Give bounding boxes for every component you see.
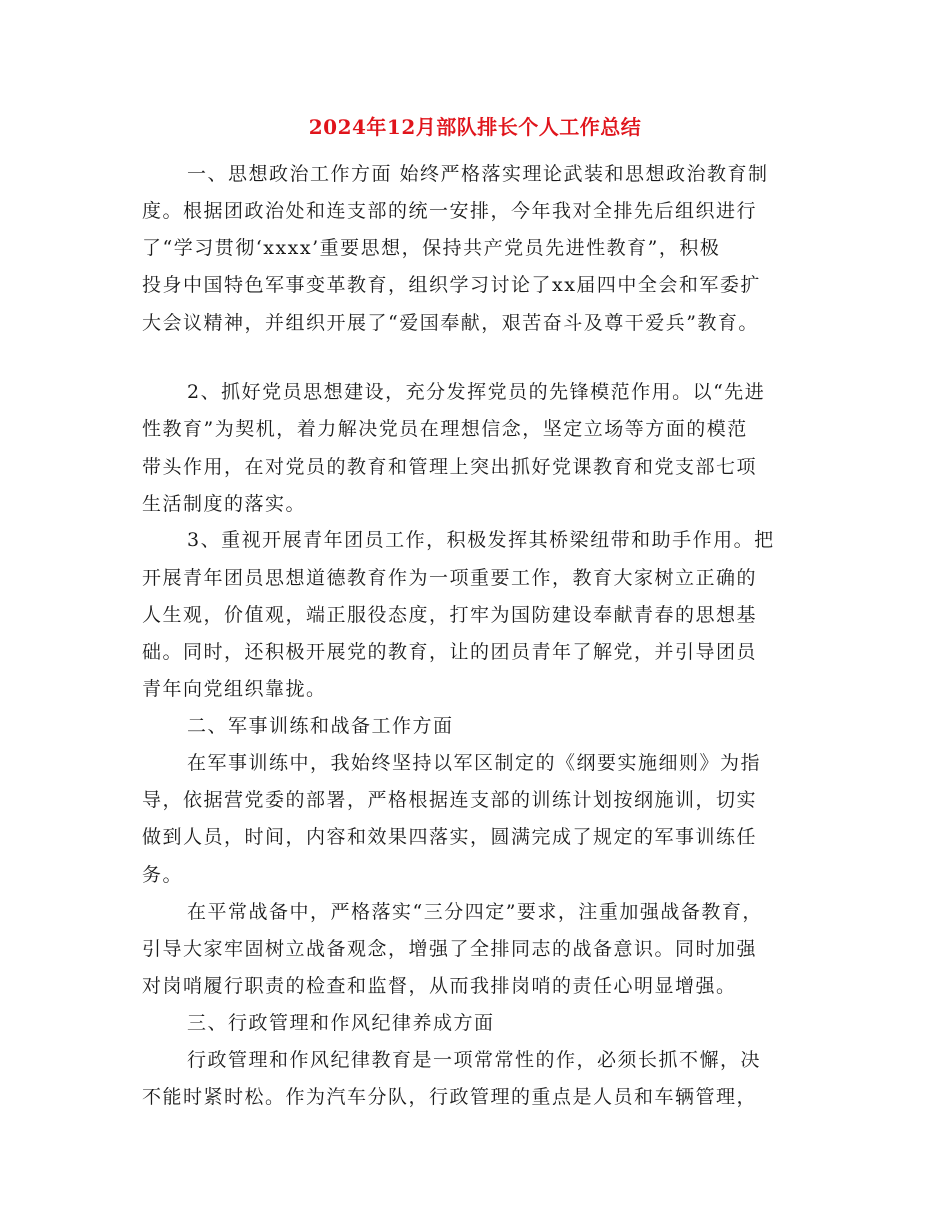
paragraph-line: 础。同时，还积极开展党的教育，让的团员青年了解党，并引导团员 xyxy=(142,641,758,663)
paragraph-line: 导，依据营党委的部署，严格根据连支部的训练计划按纲施训，切实 xyxy=(142,789,758,811)
paragraph-line: 3、重视开展青年团员工作，积极发挥其桥梁纽带和助手作用。把 xyxy=(187,529,775,551)
paragraph-line: 带头作用，在对党员的教育和管理上突出抓好党课教育和党支部七项 xyxy=(142,456,758,478)
paragraph-line: 人生观，价值观，端正服役态度，打牢为国防建设奉献青春的思想基 xyxy=(142,604,758,626)
paragraph-line: 做到人员，时间，内容和效果四落实，圆满完成了规定的军事训练任 xyxy=(142,826,758,848)
paragraph-line: 开展青年团员思想道德教育作为一项重要工作，教育大家树立正确的 xyxy=(142,567,758,589)
paragraph-line: 度。根据团政治处和连支部的统一安排，今年我对全排先后组织进行 xyxy=(142,200,758,222)
paragraph-line: 在军事训练中，我始终坚持以军区制定的《纲要实施细则》为指 xyxy=(187,752,762,774)
paragraph-line: 青年向党组织靠拢。 xyxy=(142,678,327,700)
paragraph-line: 行政管理和作风纪律教育是一项常常性的作，必须长抓不懈，决 xyxy=(187,1049,762,1071)
paragraph-line: 务。 xyxy=(142,864,184,886)
paragraph-line: 大会议精神，并组织开展了“爱国奉献，艰苦奋斗及尊干爱兵”教育。 xyxy=(142,312,759,334)
paragraph-line: 2、抓好党员思想建设，充分发挥党员的先锋模范作用。以“先进 xyxy=(187,381,766,403)
paragraph-line: 了“学习贯彻‘xxxx’重要思想，保持共产党员先进性教育”，积极 xyxy=(142,237,721,259)
paragraph-line: 在平常战备中，严格落实“三分四定”要求，注重加强战备教育， xyxy=(187,901,763,923)
paragraph-line: 对岗哨履行职责的检查和监督，从而我排岗哨的责任心明显增强。 xyxy=(142,975,737,997)
paragraph-line: 生活制度的落实。 xyxy=(142,493,307,515)
paragraph-line: 一、思想政治工作方面 始终严格落实理论武装和思想政治教育制 xyxy=(187,163,769,185)
document-title: 2024年12月部队排长个人工作总结 xyxy=(308,115,642,139)
paragraph-line: 不能时紧时松。作为汽车分队，行政管理的重点是人员和车辆管理， xyxy=(142,1086,758,1108)
section-heading: 二、军事训练和战备工作方面 xyxy=(187,715,454,737)
paragraph-line: 性教育”为契机，着力解决党员在理想信念，坚定立场等方面的模范 xyxy=(142,418,748,440)
paragraph-line: 引导大家牢固树立战备观念，增强了全排同志的战备意识。同时加强 xyxy=(142,938,758,960)
paragraph-line: 投身中国特色军事变革教育，组织学习讨论了xx届四中全会和军委扩 xyxy=(142,274,761,296)
section-heading: 三、行政管理和作风纪律养成方面 xyxy=(187,1012,495,1034)
